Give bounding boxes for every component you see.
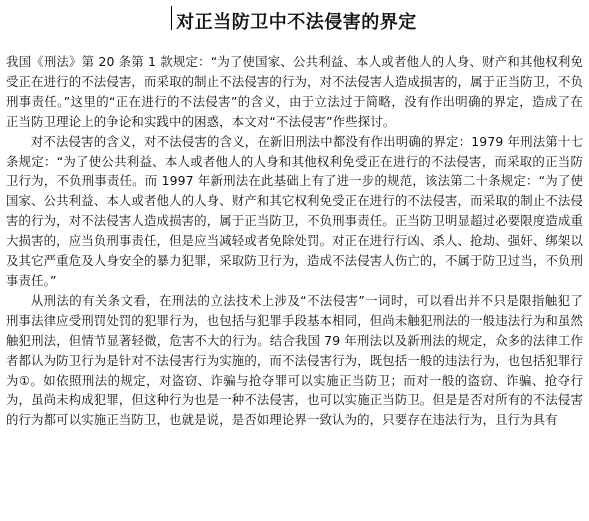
- title-area: [0, 8, 589, 34]
- paragraph-3: 从刑法的有关条文看，在刑法的立法技术上涉及“不法侵害”一词时，可以看出并不只是限指触犯了刑事法律应受刑罚处罚的犯罪行为，也包括与犯罪手段基本相同，但尚未触犯刑法的一般违法行为和虽然触犯刑法，但情节显著轻微，危害不大的行为。结合我国 79 年刑法以及新刑法的规定，众多的法律工作者都认为防卫行为是针对不法侵害行为实施的，而不法侵害行为，既包括一般的违法行为，也包括犯罪行为①。如依照刑法的规定，对盗窃、诈骗与抢夺罪可以实施正当防卫；而对一般的盗窃、诈骗、抢夺行为，虽尚未构成犯罪，但这种行为也是一种不法侵害，也可以实施正当防卫。但是是否对所有的不法侵害的行为都可以实施正当防卫，也就是说，是否如理论界一致认为的，只要存在违法行为，且行为具有: [6, 292, 583, 428]
- text-cursor: [171, 6, 172, 30]
- document-body: [6, 52, 583, 430]
- document-title: [172, 8, 417, 34]
- document-title-text: 对正当防卫中不法侵害的界定: [176, 12, 417, 33]
- paragraph-2: 对不法侵害的含义，对不法侵害的含义，在新旧刑法中都没有作出明确的界定：1979 年刑法第十七条规定：“为了使公共利益、本人或者他人的人身和其他权利免受正在进行的不法侵害，而采取的正当防卫行为，不负刑事责任。而 1997 年新刑法在此基础上有了进一步的规范，该法第二十条规定：“为了使国家、公共利益、本人或者他人的人身、财产和其它权利免受正在进行的不法侵害，而采取的制止不法侵害的行为，对不法侵害人造成损害的，属于正当防卫，不负刑事责任。正当防卫明显超过必要限度造成重大损害的，应当负刑事责任，但是应当减轻或者免除处罚。对正在进行行凶、杀人、抢劫、强奸、绑架以及其它严重危及人身安全的暴力犯罪，采取防卫行为，造成不法侵害人伤亡的，不属于防卫过当，不负刑事责任。”: [6, 133, 583, 288]
- paragraph-1: 我国《刑法》第 20 条第 1 款规定：“为了使国家、公共利益、本人或者他人的人身、财产和其他权利免受正在进行的不法侵害，而采取的制止不法侵害的行为，对不法侵害人造成损害的，属于正当防卫，不负刑事责任。”这里的“正在进行的不法侵害”的含义，由于立法过于简略，没有作出明确的界定，造成了在正当防卫理论上的争论和实践中的困惑，本文对“不法侵害”作些探讨。: [6, 54, 583, 129]
